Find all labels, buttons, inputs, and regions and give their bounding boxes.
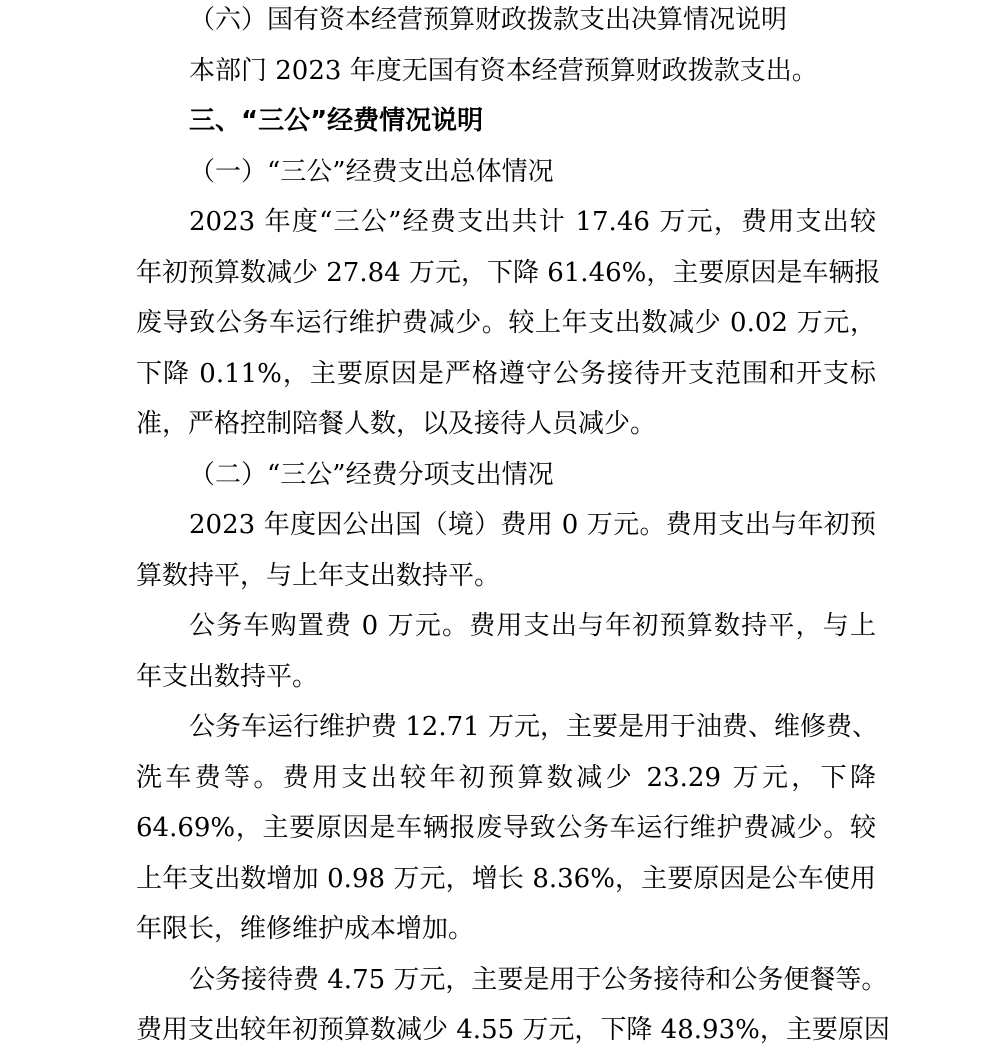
paragraph-line: 本部门 2023 年度无国有资本经营预算财政拨款支出。 [189, 56, 818, 86]
paragraph-line: 2023 年度因公出国（境）费用 0 万元。费用支出与年初预 [189, 510, 876, 540]
section-heading-2: （二）“三公”经费分项支出情况 [189, 460, 554, 490]
paragraph-line: 2023 年度“三公”经费支出共计 17.46 万元，费用支出较 [189, 207, 876, 237]
paragraph-line: 下降 0.11%，主要原因是严格遵守公务接待开支范围和开支标 [136, 359, 876, 389]
paragraph-line: 准，严格控制陪餐人数，以及接待人员减少。 [136, 409, 657, 439]
paragraph-line: 公务接待费 4.75 万元，主要是用于公务接待和公务便餐等。 [189, 965, 888, 995]
paragraph-line: 算数持平，与上年支出数持平。 [136, 561, 501, 591]
section-heading-6: （六）国有资本经营预算财政拨款支出决算情况说明 [189, 5, 788, 35]
paragraph-line: 费用支出较年初预算数减少 4.55 万元，下降 48.93%，主要原因 [136, 1015, 890, 1045]
section-heading-1: （一）“三公”经费支出总体情况 [189, 157, 554, 187]
chapter-heading-3: 三、“三公”经费情况说明 [189, 106, 484, 136]
paragraph-line: 年初预算数减少 27.84 万元，下降 61.46%，主要原因是车辆报 [136, 258, 881, 288]
paragraph-line: 年限长，维修维护成本增加。 [136, 914, 475, 944]
paragraph-line: 上年支出数增加 0.98 万元，增长 8.36%，主要原因是公车使用 [136, 864, 876, 894]
paragraph-line: 年支出数持平。 [136, 662, 319, 692]
paragraph-line: 64.69%，主要原因是车辆报废导致公务车运行维护费减少。较 [136, 813, 876, 843]
paragraph-line: 公务车购置费 0 万元。费用支出与年初预算数持平，与上 [189, 611, 876, 641]
paragraph-line: 洗车费等。费用支出较年初预算数减少 23.29 万元，下降 [136, 763, 876, 793]
paragraph-line: 公务车运行维护费 12.71 万元，主要是用于油费、维修费、 [189, 712, 878, 742]
paragraph-line: 废导致公务车运行维护费减少。较上年支出数减少 0.02 万元， [136, 308, 876, 338]
